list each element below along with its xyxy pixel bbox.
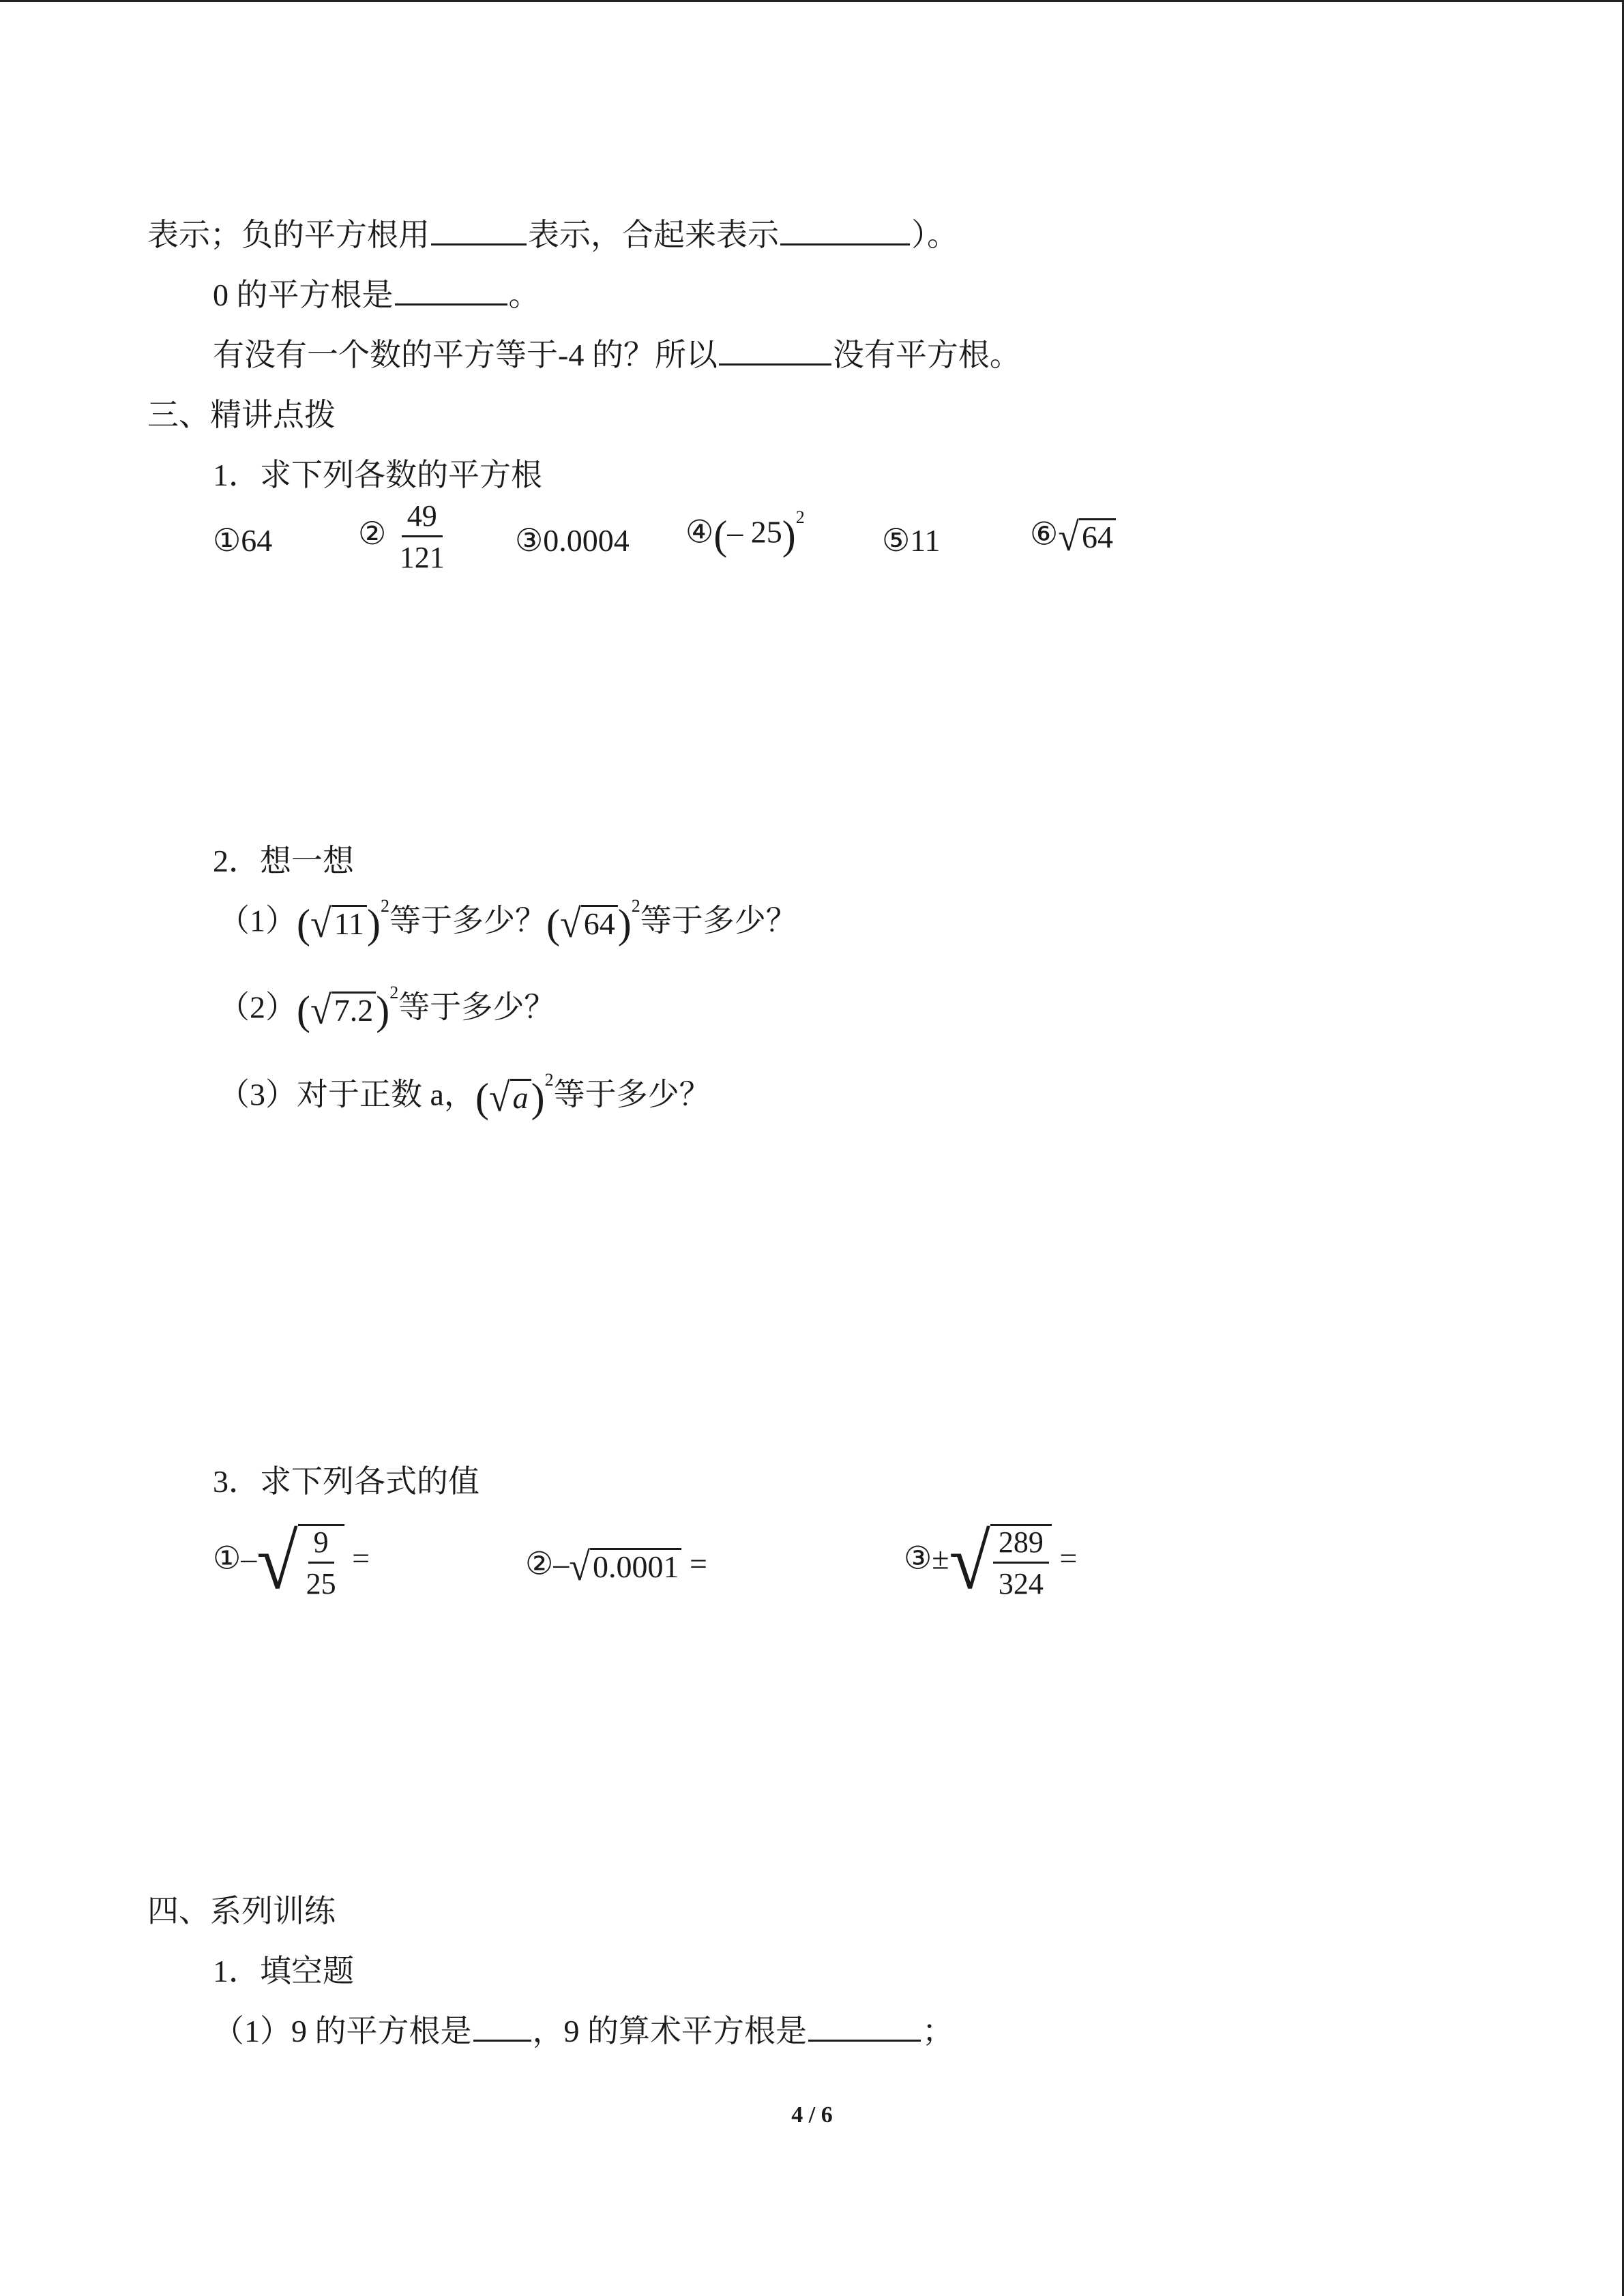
radicand — [990, 1524, 1052, 1599]
open-paren: ( — [297, 901, 310, 946]
answer-blank[interactable] — [395, 280, 507, 305]
fraction — [394, 501, 450, 573]
text-segment: 有没有一个数的平方等于-4 的？所以 — [213, 338, 718, 372]
close-paren: ) — [367, 901, 381, 946]
sub-label: （3）对于正数 a， — [218, 1077, 475, 1112]
radicand: a — [510, 1079, 531, 1117]
q2-sub-2 — [218, 983, 556, 1033]
radical — [310, 901, 367, 946]
open-paren: ( — [475, 1075, 489, 1120]
q1-item-6 — [1030, 515, 1116, 560]
section-4-question-1-title: 1．填空题 — [213, 1954, 354, 1988]
sign: ± — [932, 1540, 949, 1576]
q1-item-1: ①64 — [213, 523, 273, 558]
item-label: ④ — [685, 514, 714, 550]
fraction-denominator: 25 — [306, 1567, 336, 1600]
fill-in-line-1 — [213, 2016, 954, 2047]
text-segment: 等于多少？ — [553, 1077, 711, 1112]
fraction — [301, 1527, 342, 1599]
text-segment: 表示；负的平方根用 — [147, 218, 430, 252]
sub-label: （1） — [218, 903, 297, 938]
fraction-denominator: 121 — [399, 541, 445, 574]
fraction-numerator: 9 — [308, 1527, 334, 1564]
paren-content: – 25 — [727, 514, 782, 550]
radical — [310, 988, 376, 1033]
radical — [569, 1545, 681, 1590]
fraction-numerator: 289 — [993, 1527, 1049, 1564]
fraction-numerator: 49 — [402, 501, 443, 537]
item-label: ① — [213, 1540, 241, 1576]
text-segment: 等于多少？ — [398, 989, 556, 1025]
sqrt-icon: √ — [488, 1075, 510, 1120]
close-paren: ) — [531, 1075, 545, 1120]
equals-sign: = — [689, 1546, 707, 1581]
sqrt-icon: √ — [310, 988, 331, 1033]
intro-line-3 — [213, 340, 1021, 371]
section-heading-3: 三、精讲点拨 — [147, 398, 336, 432]
q3-expression-1 — [213, 1517, 370, 1606]
radical — [488, 1075, 531, 1120]
sign: – — [553, 1546, 570, 1581]
fraction-denominator: 324 — [998, 1567, 1044, 1600]
sqrt-icon: √ — [1058, 515, 1079, 560]
sqrt-icon: √ — [949, 1517, 990, 1606]
intro-line-2 — [213, 280, 540, 311]
text-segment: 0 的平方根是 — [213, 278, 394, 312]
answer-blank[interactable] — [780, 220, 910, 245]
text-segment: 。 — [508, 278, 540, 312]
text-segment: 等于多少？ — [640, 903, 797, 938]
item-label: ⑥ — [1030, 516, 1059, 552]
answer-blank[interactable] — [719, 340, 831, 366]
open-paren: ( — [713, 513, 728, 558]
close-paren: ) — [617, 901, 632, 946]
sign: – — [241, 1540, 257, 1576]
close-paren: ) — [782, 513, 796, 558]
open-paren: ( — [546, 901, 560, 946]
sqrt-icon: √ — [559, 901, 581, 946]
radicand: 7.2 — [331, 992, 377, 1030]
answer-blank[interactable] — [808, 2016, 921, 2042]
radicand: 0.0001 — [590, 1548, 682, 1586]
exponent: 2 — [381, 896, 389, 916]
exponent: 2 — [795, 507, 805, 528]
radicand: 64 — [1079, 518, 1116, 556]
question-2-title: 2．想一想 — [213, 844, 354, 878]
open-paren: ( — [297, 988, 310, 1033]
radical — [256, 1517, 344, 1606]
section-heading-4: 四、系列训练 — [147, 1894, 336, 1928]
q2-sub-3 — [218, 1070, 711, 1120]
item-label: ② — [358, 516, 387, 552]
q3-expression-2 — [525, 1545, 707, 1590]
exponent: 2 — [389, 983, 399, 1003]
page-number: 4 / 6 — [791, 2102, 833, 2128]
q1-item-3: ③0.0004 — [515, 523, 630, 558]
sub-label: （2） — [218, 989, 297, 1025]
sqrt-icon: √ — [256, 1517, 298, 1606]
radical — [1058, 515, 1116, 560]
text-segment: 等于多少？ — [389, 903, 546, 938]
q1-item-5: ⑤11 — [882, 523, 941, 558]
text-segment: ）。 — [911, 218, 958, 252]
text-segment: 没有平方根。 — [832, 338, 1021, 372]
fraction — [993, 1527, 1049, 1599]
text-segment: ，9 的算术平方根是 — [532, 2014, 807, 2048]
answer-blank[interactable] — [473, 2016, 531, 2042]
radicand: 64 — [581, 905, 618, 943]
exponent: 2 — [631, 896, 640, 916]
q1-item-2 — [358, 501, 450, 573]
answer-blank[interactable] — [431, 220, 527, 245]
exponent: 2 — [544, 1070, 554, 1090]
radicand — [298, 1524, 344, 1599]
radical — [949, 1517, 1052, 1606]
equals-sign: = — [352, 1540, 370, 1576]
text-segment: （1）9 的平方根是 — [213, 2014, 472, 2048]
close-paren: ) — [376, 988, 390, 1033]
q3-expression-3 — [904, 1517, 1078, 1606]
radical — [559, 901, 618, 946]
intro-line-1 — [147, 220, 958, 251]
question-3-title: 3．求下列各式的值 — [213, 1464, 479, 1499]
item-label: ② — [525, 1546, 554, 1581]
sqrt-icon: √ — [569, 1545, 590, 1590]
sqrt-icon: √ — [310, 901, 331, 946]
page-top-border — [0, 0, 1624, 2]
text-segment: 表示，合起来表示 — [528, 218, 779, 252]
q1-item-4 — [685, 507, 805, 558]
radicand: 11 — [331, 905, 367, 943]
item-label: ③ — [904, 1540, 932, 1576]
q2-sub-1 — [218, 896, 797, 946]
question-1-title: 1．求下列各数的平方根 — [213, 458, 542, 492]
equals-sign: = — [1059, 1540, 1078, 1576]
text-segment: ； — [922, 2014, 954, 2048]
